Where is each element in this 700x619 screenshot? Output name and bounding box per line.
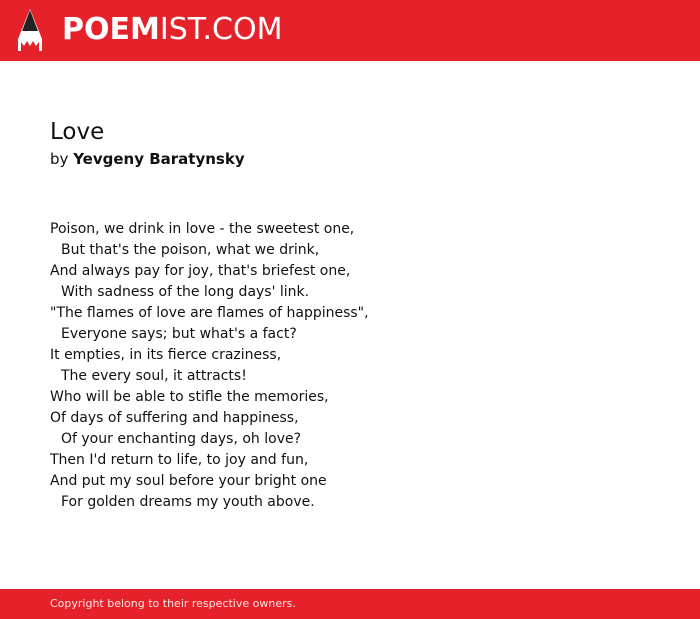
poem-text (50, 219, 650, 513)
poem-byline (50, 148, 245, 170)
site-header (0, 0, 700, 61)
site-logo[interactable] (62, 12, 282, 48)
poem-line: With sadness of the long days' link. (61, 284, 310, 300)
poem-line: The every soul, it attracts! (61, 368, 247, 384)
poem-line: Everyone says; but what's a fact? (61, 326, 297, 342)
site-footer (0, 589, 700, 619)
author-name: Yevgeny Baratynsky (73, 150, 245, 168)
poem-line: Of days of suffering and happiness, (50, 410, 299, 426)
poem-line: But that's the poison, what we drink, (61, 242, 320, 258)
poem-line: Who will be able to stifle the memories, (50, 389, 329, 405)
poem-line: Poison, we drink in love - the sweetest one, (50, 221, 355, 237)
poem-line: Of your enchanting days, oh love? (61, 431, 302, 447)
poem-line: And put my soul before your bright one (50, 473, 327, 489)
poem-line: It empties, in its fierce craziness, (50, 347, 282, 363)
poem-line: And always pay for joy, that's briefest one, (50, 263, 351, 279)
logo-bold-text: POEM (62, 12, 160, 47)
poem-line: "The flames of love are flames of happiness", (50, 305, 369, 321)
poem-line: Then I'd return to life, to joy and fun, (50, 452, 309, 468)
pencil-logo-icon[interactable] (18, 9, 42, 51)
copyright-notice: Copyright belong to their respective owners. (50, 597, 296, 610)
by-label: by (50, 150, 69, 168)
logo-light-text: IST.COM (159, 12, 283, 47)
poem-line: For golden dreams my youth above. (61, 494, 315, 510)
poem-title: Love (50, 119, 105, 145)
